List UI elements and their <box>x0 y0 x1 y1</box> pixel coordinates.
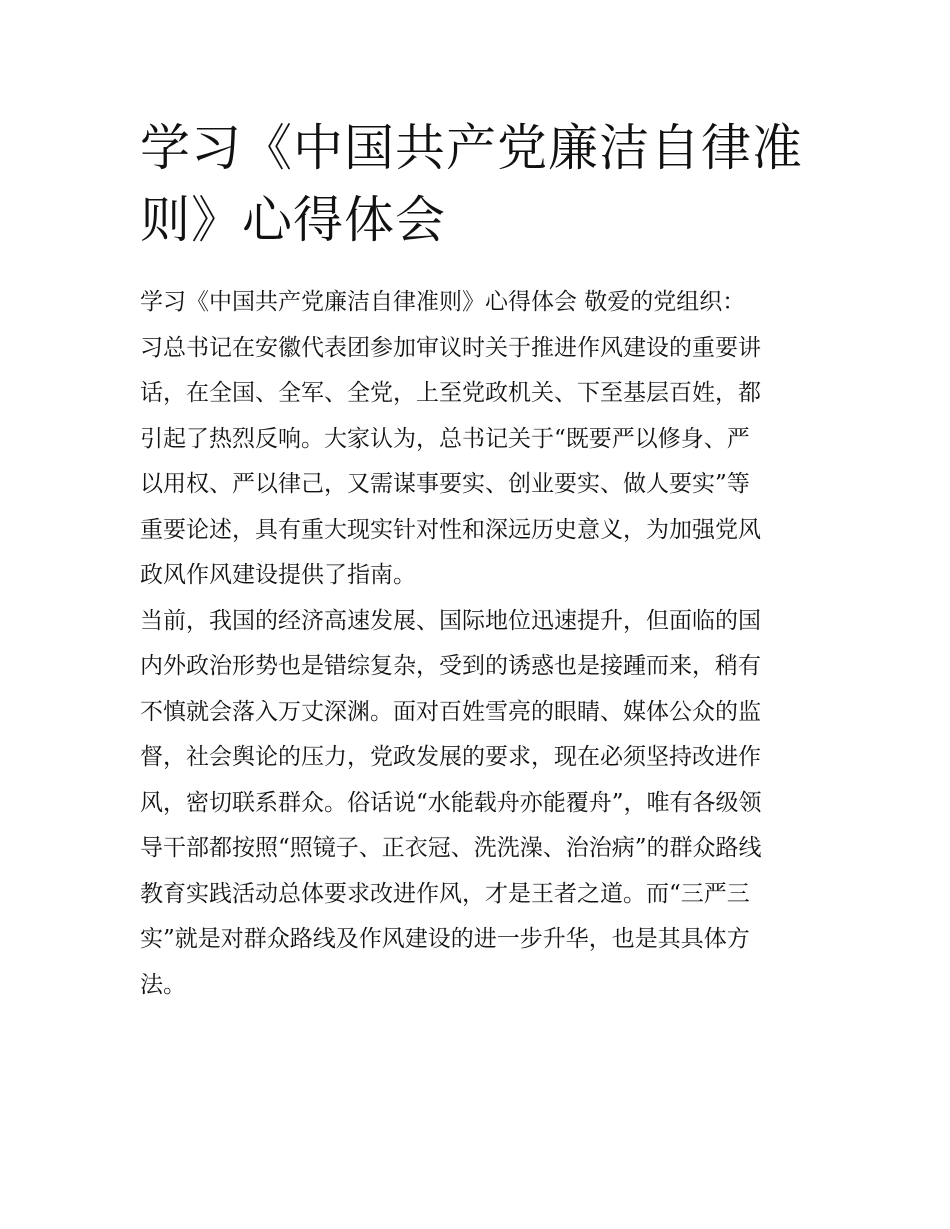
body-text-line: 政风作风建设提供了指南。 <box>140 562 416 588</box>
body-text-line: 风，密切联系群众。俗话说“水能载舟亦能覆舟”，唯有各级领 <box>140 789 762 816</box>
body-text-line: 实”就是对群众路线及作风建设的进一步升华，也是其具体方 <box>140 926 750 952</box>
body-text-line: 引起了热烈反响。大家认为，总书记关于“既要严以修身、严 <box>140 425 750 452</box>
salutation-line: 学习《中国共产党廉洁自律准则》心得体会 敬爱的党组织： <box>140 289 746 315</box>
title-line: 则》心得体会 <box>140 191 446 249</box>
body-text-line: 话，在全国、全军、全党，上至党政机关、下至基层百姓，都 <box>140 380 761 406</box>
document-title <box>140 112 815 256</box>
body-text-line: 法。 <box>140 971 186 998</box>
body-text-line: 导干部都按照“照镜子、正衣冠、洗洗澡、治治病”的群众路线 <box>140 835 762 861</box>
body-text-line: 教育实践活动总体要求改进作风，才是王者之道。而“三严三 <box>140 880 750 907</box>
document-body <box>140 280 820 1008</box>
body-text-line: 内外政治形势也是错综复杂，受到的诱惑也是接踵而来，稍有 <box>140 653 761 679</box>
body-text-line: 当前，我国的经济高速发展、国际地位迅速提升，但面临的国 <box>140 607 761 634</box>
body-text-line: 督，社会舆论的压力，党政发展的要求，现在必须坚持改进作 <box>140 744 761 770</box>
body-text-line: 习总书记在安徽代表团参加审议时关于推进作风建设的重要讲 <box>140 334 761 361</box>
body-text-line: 以用权、严以律己，又需谋事要实、创业要实、做人要实”等 <box>140 471 750 497</box>
title-line: 学习《中国共产党廉洁自律准 <box>140 119 803 177</box>
body-text-line: 重要论述，具有重大现实针对性和深远历史意义，为加强党风 <box>140 516 761 543</box>
body-text-line: 不慎就会落入万丈深渊。面对百姓雪亮的眼睛、媒体公众的监 <box>140 698 761 725</box>
